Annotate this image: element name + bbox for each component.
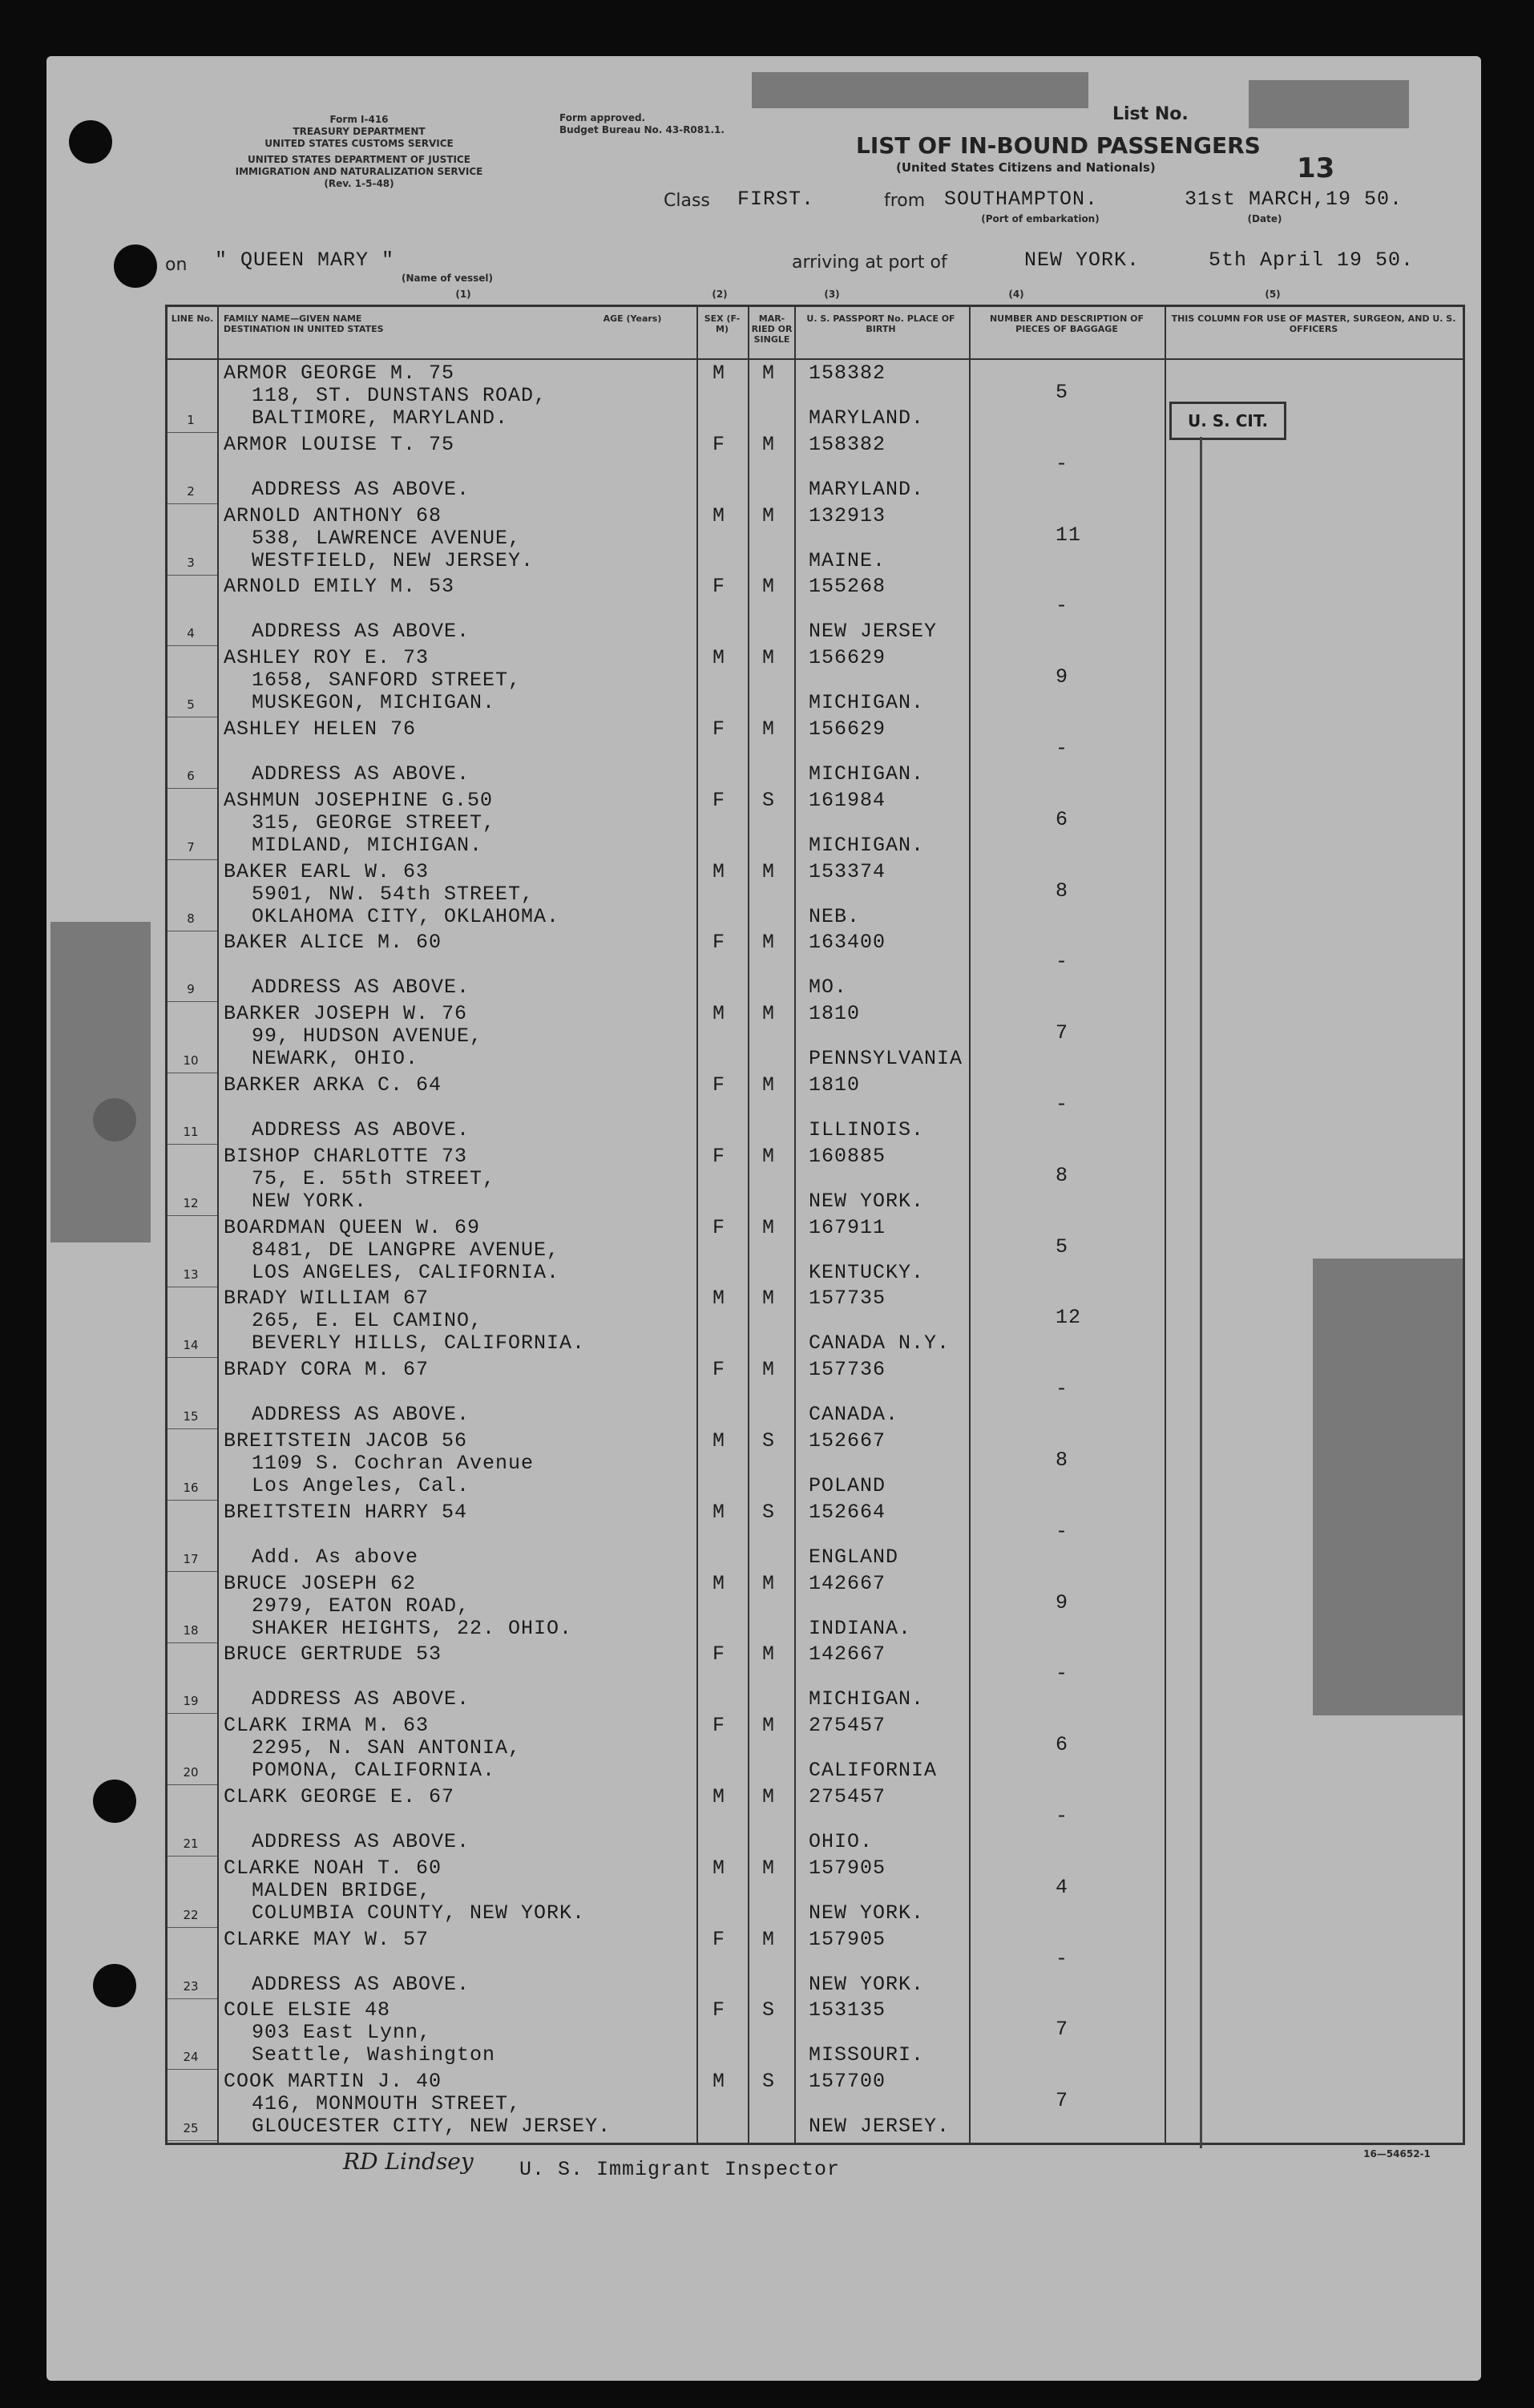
sex-value: F bbox=[713, 1358, 726, 1382]
list-no-label: List No. bbox=[1112, 104, 1189, 124]
passenger-name-age: BOARDMAN QUEEN W. 69 bbox=[224, 1215, 481, 1239]
punch-hole bbox=[93, 1780, 136, 1823]
baggage-count: 6 bbox=[1056, 1733, 1069, 1757]
customs-label: UNITED STATES CUSTOMS SERVICE bbox=[264, 138, 454, 149]
marital-status: M bbox=[762, 503, 776, 527]
tape-mark bbox=[50, 922, 151, 1242]
baggage-count: - bbox=[1056, 594, 1069, 618]
marital-status: M bbox=[762, 1571, 776, 1595]
marital-status: M bbox=[762, 1144, 776, 1168]
passport-number: 157700 bbox=[809, 2070, 886, 2094]
inspector-signature: RD Lindsey bbox=[343, 2148, 474, 2175]
line-number: 8 bbox=[187, 911, 195, 926]
marital-status: M bbox=[762, 432, 776, 456]
sex-value: M bbox=[713, 1785, 726, 1808]
passport-number: 157905 bbox=[809, 1856, 886, 1880]
passport-number: 275457 bbox=[809, 1714, 886, 1738]
passport-number: 161984 bbox=[809, 788, 886, 812]
line-number: 22 bbox=[183, 1907, 199, 1922]
sex-value: F bbox=[713, 575, 726, 599]
col-baggage-header: NUMBER AND DESCRIPTION OF PIECES OF BAGGAGE bbox=[989, 313, 1144, 334]
line-number: 23 bbox=[183, 1978, 199, 1994]
place-of-birth: OHIO. bbox=[809, 1830, 874, 1853]
sex-value: M bbox=[713, 1287, 726, 1311]
line-number: 1 bbox=[187, 413, 195, 427]
passport-number: 157736 bbox=[809, 1358, 886, 1382]
line-number: 17 bbox=[183, 1551, 199, 1566]
sex-value: M bbox=[713, 2070, 726, 2094]
marital-status: M bbox=[762, 1856, 776, 1880]
line-number: 11 bbox=[183, 1125, 199, 1139]
line-number: 21 bbox=[183, 1836, 199, 1851]
address-line-1: 8481, DE LANGPRE AVENUE, bbox=[252, 1238, 560, 1262]
baggage-count: - bbox=[1056, 1519, 1069, 1543]
passenger-name-age: BRUCE JOSEPH 62 bbox=[224, 1571, 417, 1595]
marital-status: M bbox=[762, 362, 776, 385]
col-married-header: MAR-RIED OR SINGLE bbox=[751, 313, 793, 345]
place-of-birth: NEB. bbox=[809, 904, 861, 928]
place-of-birth: ILLINOIS. bbox=[809, 1118, 925, 1141]
passenger-name-age: BRADY WILLIAM 67 bbox=[224, 1287, 430, 1311]
address-line-2: NEW YORK. bbox=[252, 1189, 368, 1213]
baggage-count: 8 bbox=[1056, 1448, 1069, 1472]
address-line-1: 2979, EATON ROAD, bbox=[252, 1594, 470, 1618]
passport-number: 158382 bbox=[809, 362, 886, 385]
place-of-birth: MICHIGAN. bbox=[809, 762, 925, 786]
table-row bbox=[168, 433, 1463, 504]
passenger-name-age: BISHOP CHARLOTTE 73 bbox=[224, 1144, 468, 1168]
table-row bbox=[168, 646, 1463, 717]
arriving-label: arriving at port of bbox=[792, 253, 947, 273]
sex-value: M bbox=[713, 503, 726, 527]
table-row bbox=[168, 717, 1463, 789]
address-line-2: Seattle, Washington bbox=[252, 2043, 496, 2067]
manifest-page bbox=[46, 56, 1481, 2381]
passenger-name-age: ASHLEY HELEN 76 bbox=[224, 717, 417, 741]
address-line-2: ADDRESS AS ABOVE. bbox=[252, 477, 470, 501]
marital-status: M bbox=[762, 717, 776, 741]
passenger-name-age: ASHMUN JOSEPHINE G.50 bbox=[224, 788, 494, 812]
col-number-4: (4) bbox=[1008, 289, 1024, 300]
sex-value: M bbox=[713, 646, 726, 670]
departure-date: 31st MARCH,19 50. bbox=[1185, 188, 1403, 211]
table-row bbox=[168, 1857, 1463, 1928]
marital-status: M bbox=[762, 1785, 776, 1808]
vessel-caption: (Name of vessel) bbox=[401, 273, 494, 284]
line-number: 6 bbox=[187, 769, 195, 783]
address-line-2: WESTFIELD, NEW JERSEY. bbox=[252, 548, 535, 572]
col-number-2: (2) bbox=[712, 289, 728, 300]
line-number: 20 bbox=[183, 1765, 199, 1780]
marital-status: S bbox=[762, 1998, 776, 2022]
passport-number: 157905 bbox=[809, 1927, 886, 1951]
tape-mark bbox=[752, 72, 1088, 108]
table-row bbox=[168, 504, 1463, 576]
address-line-2: MIDLAND, MICHIGAN. bbox=[252, 833, 483, 857]
place-of-birth: INDIANA. bbox=[809, 1616, 912, 1640]
col-passport-header: U. S. PASSPORT No. PLACE OF BIRTH bbox=[806, 313, 955, 334]
budget-bureau: Budget Bureau No. 43-R081.1. bbox=[559, 124, 725, 135]
address-line-1: 5901, NW. 54th STREET, bbox=[252, 882, 535, 906]
address-line-1: MALDEN BRIDGE, bbox=[252, 1878, 432, 1902]
place-of-birth: MICHIGAN. bbox=[809, 833, 925, 857]
address-line-1: 99, HUDSON AVENUE, bbox=[252, 1024, 483, 1048]
passport-number: 275457 bbox=[809, 1785, 886, 1808]
table-row bbox=[168, 575, 1463, 646]
marital-status: M bbox=[762, 931, 776, 955]
place-of-birth: NEW JERSEY. bbox=[809, 2115, 951, 2139]
col-sex-header: SEX (F-M) bbox=[704, 313, 741, 334]
sex-value: F bbox=[713, 1215, 726, 1239]
inspector-title: U. S. Immigrant Inspector bbox=[519, 2158, 841, 2181]
passport-number: 1810 bbox=[809, 1073, 861, 1097]
baggage-count: 8 bbox=[1056, 1163, 1069, 1187]
line-number: 4 bbox=[187, 626, 195, 641]
address-line-1: 416, MONMOUTH STREET, bbox=[252, 2092, 522, 2116]
passenger-name-age: BRADY CORA M. 67 bbox=[224, 1358, 430, 1382]
address-line-2: BALTIMORE, MARYLAND. bbox=[252, 406, 509, 430]
passenger-name-age: ARNOLD ANTHONY 68 bbox=[224, 503, 442, 527]
treasury-label: TREASURY DEPARTMENT bbox=[293, 126, 426, 137]
table-row bbox=[168, 1572, 1463, 1643]
table-row bbox=[168, 1073, 1463, 1145]
passenger-name-age: BREITSTEIN HARRY 54 bbox=[224, 1500, 468, 1524]
col-name-header: FAMILY NAME—GIVEN NAME DESTINATION IN UNITED STATES bbox=[224, 313, 384, 334]
address-line-1: 265, E. EL CAMINO, bbox=[252, 1309, 483, 1333]
marital-status: M bbox=[762, 1927, 776, 1951]
col-number-1: (1) bbox=[455, 289, 471, 300]
place-of-birth: NEW YORK. bbox=[809, 1901, 925, 1925]
passenger-name-age: COOK MARTIN J. 40 bbox=[224, 2070, 442, 2094]
address-line-2: Los Angeles, Cal. bbox=[252, 1474, 470, 1497]
sex-value: F bbox=[713, 1714, 726, 1738]
place-of-birth: PENNSYLVANIA bbox=[809, 1047, 963, 1071]
baggage-count: 5 bbox=[1056, 1234, 1069, 1259]
place-of-birth: MISSOURI. bbox=[809, 2043, 925, 2067]
punch-hole bbox=[69, 120, 112, 164]
col-officers-header: THIS COLUMN FOR USE OF MASTER, SURGEON, AND U. S. OFFICERS bbox=[1171, 313, 1456, 334]
line-number: 24 bbox=[183, 2050, 199, 2065]
passenger-name-age: CLARK IRMA M. 63 bbox=[224, 1714, 430, 1738]
passenger-name-age: ARNOLD EMILY M. 53 bbox=[224, 575, 455, 599]
table-row bbox=[168, 1429, 1463, 1501]
address-line-1: 118, ST. DUNSTANS ROAD, bbox=[252, 384, 547, 407]
passenger-name-age: CLARKE NOAH T. 60 bbox=[224, 1856, 442, 1880]
punch-hole bbox=[114, 244, 157, 288]
address-line-2: ADDRESS AS ABOVE. bbox=[252, 762, 470, 786]
table-row bbox=[168, 1501, 1463, 1572]
marital-status: M bbox=[762, 1215, 776, 1239]
place-of-birth: MO. bbox=[809, 976, 848, 1000]
passenger-name-age: BRUCE GERTRUDE 53 bbox=[224, 1642, 442, 1667]
line-number: 7 bbox=[187, 839, 195, 855]
address-line-2: SHAKER HEIGHTS, 22. OHIO. bbox=[252, 1616, 573, 1640]
class-value: FIRST. bbox=[737, 188, 815, 211]
passport-number: 153374 bbox=[809, 859, 886, 883]
baggage-count: 11 bbox=[1056, 523, 1082, 547]
passport-number: 1810 bbox=[809, 1002, 861, 1026]
line-number: 15 bbox=[183, 1409, 199, 1424]
address-line-2: ADDRESS AS ABOVE. bbox=[252, 1830, 470, 1853]
passenger-name-age: CLARK GEORGE E. 67 bbox=[224, 1785, 455, 1808]
table-row bbox=[168, 362, 1463, 433]
baggage-count: - bbox=[1056, 737, 1069, 760]
table-row bbox=[168, 1928, 1463, 1999]
address-line-2: ADDRESS AS ABOVE. bbox=[252, 976, 470, 1000]
line-number: 3 bbox=[187, 555, 195, 570]
passenger-table bbox=[165, 305, 1465, 2145]
line-number: 16 bbox=[183, 1481, 199, 1495]
marital-status: M bbox=[762, 1073, 776, 1097]
passenger-name-age: BAKER EARL W. 63 bbox=[224, 859, 430, 883]
baggage-count: - bbox=[1056, 1662, 1069, 1686]
baggage-count: 7 bbox=[1056, 2018, 1069, 2042]
table-row bbox=[168, 1998, 1463, 2070]
baggage-count: - bbox=[1056, 1377, 1069, 1401]
passport-number: 163400 bbox=[809, 931, 886, 955]
place-of-birth: NEW JERSEY bbox=[809, 620, 938, 644]
passport-number: 155268 bbox=[809, 575, 886, 599]
arrival-date: 5th April 19 50. bbox=[1209, 248, 1415, 272]
baggage-count: - bbox=[1056, 1093, 1069, 1116]
place-of-birth: POLAND bbox=[809, 1474, 886, 1497]
class-label: Class bbox=[664, 191, 710, 211]
baggage-count: - bbox=[1056, 950, 1069, 974]
address-line-2: ADDRESS AS ABOVE. bbox=[252, 1972, 470, 1996]
passenger-name-age: BREITSTEIN JACOB 56 bbox=[224, 1429, 468, 1452]
sex-value: F bbox=[713, 931, 726, 955]
address-line-1: 538, LAWRENCE AVENUE, bbox=[252, 526, 522, 550]
address-line-2: MUSKEGON, MICHIGAN. bbox=[252, 691, 496, 715]
passport-number: 156629 bbox=[809, 717, 886, 741]
justice-label: UNITED STATES DEPARTMENT OF JUSTICE bbox=[248, 154, 470, 165]
table-row bbox=[168, 1642, 1463, 1714]
table-row bbox=[168, 1358, 1463, 1429]
col-line-header: LINE No. bbox=[171, 313, 214, 324]
baggage-count: 9 bbox=[1056, 665, 1069, 689]
place-of-birth: KENTUCKY. bbox=[809, 1260, 925, 1284]
table-row bbox=[168, 1785, 1463, 1857]
address-line-1: 1658, SANFORD STREET, bbox=[252, 669, 522, 693]
sex-value: F bbox=[713, 717, 726, 741]
table-row bbox=[168, 2070, 1463, 2141]
passport-number: 153135 bbox=[809, 1998, 886, 2022]
baggage-count: 7 bbox=[1056, 1021, 1069, 1045]
sex-value: F bbox=[713, 1144, 726, 1168]
col-age-header: AGE (Years) bbox=[603, 313, 662, 324]
page-subtitle: (United States Citizens and Nationals) bbox=[896, 160, 1156, 175]
passenger-name-age: ARMOR GEORGE M. 75 bbox=[224, 362, 455, 385]
place-of-birth: MARYLAND. bbox=[809, 477, 925, 501]
passport-number: 160885 bbox=[809, 1144, 886, 1168]
address-line-2: BEVERLY HILLS, CALIFORNIA. bbox=[252, 1331, 586, 1356]
passport-number: 142667 bbox=[809, 1642, 886, 1667]
passenger-name-age: ASHLEY ROY E. 73 bbox=[224, 646, 430, 670]
marital-status: M bbox=[762, 1642, 776, 1667]
passenger-name-age: CLARKE MAY W. 57 bbox=[224, 1927, 430, 1951]
address-line-2: ADDRESS AS ABOVE. bbox=[252, 1403, 470, 1427]
table-row bbox=[168, 1714, 1463, 1785]
marital-status: S bbox=[762, 1500, 776, 1524]
sex-value: F bbox=[713, 1642, 726, 1667]
place-of-birth: ENGLAND bbox=[809, 1545, 899, 1569]
baggage-count: - bbox=[1056, 1804, 1069, 1828]
sex-value: M bbox=[713, 1429, 726, 1452]
embarkation-port: SOUTHAMPTON. bbox=[944, 188, 1099, 211]
address-line-1: 2295, N. SAN ANTONIA, bbox=[252, 1736, 522, 1760]
marital-status: M bbox=[762, 1714, 776, 1738]
marital-status: S bbox=[762, 2070, 776, 2094]
on-label: on bbox=[165, 255, 188, 275]
sex-value: F bbox=[713, 1927, 726, 1951]
baggage-count: 7 bbox=[1056, 2089, 1069, 2113]
address-line-2: LOS ANGELES, CALIFORNIA. bbox=[252, 1260, 560, 1284]
place-of-birth: NEW YORK. bbox=[809, 1972, 925, 1996]
line-number: 13 bbox=[183, 1267, 199, 1282]
table-row bbox=[168, 1145, 1463, 1216]
place-of-birth: CANADA. bbox=[809, 1403, 899, 1427]
passenger-name-age: COLE ELSIE 48 bbox=[224, 1998, 391, 2022]
baggage-count: 6 bbox=[1056, 807, 1069, 831]
passport-number: 142667 bbox=[809, 1571, 886, 1595]
passenger-name-age: BAKER ALICE M. 60 bbox=[224, 931, 442, 955]
passport-number: 156629 bbox=[809, 646, 886, 670]
tape-mark bbox=[1249, 80, 1409, 128]
address-line-2: Add. As above bbox=[252, 1545, 419, 1569]
table-row bbox=[168, 1002, 1463, 1073]
sex-value: F bbox=[713, 1073, 726, 1097]
from-label: from bbox=[884, 191, 926, 211]
line-number: 9 bbox=[187, 982, 195, 997]
line-number: 5 bbox=[187, 697, 195, 713]
print-code: 16—54652-1 bbox=[1363, 2148, 1431, 2160]
line-number: 25 bbox=[183, 2121, 199, 2136]
sex-value: F bbox=[713, 788, 726, 812]
baggage-count: 12 bbox=[1056, 1306, 1082, 1330]
address-line-2: OKLAHOMA CITY, OKLAHOMA. bbox=[252, 904, 560, 928]
marital-status: M bbox=[762, 859, 776, 883]
address-line-2: COLUMBIA COUNTY, NEW YORK. bbox=[252, 1901, 586, 1925]
place-of-birth: MARYLAND. bbox=[809, 406, 925, 430]
baggage-count: 8 bbox=[1056, 879, 1069, 903]
list-no-value: 13 bbox=[1297, 152, 1335, 184]
passenger-name-age: BARKER ARKA C. 64 bbox=[224, 1073, 442, 1097]
embarkation-caption: (Port of embarkation) bbox=[981, 213, 1100, 224]
address-line-2: NEWARK, OHIO. bbox=[252, 1047, 419, 1071]
baggage-count: 9 bbox=[1056, 1590, 1069, 1614]
marital-status: M bbox=[762, 646, 776, 670]
sex-value: F bbox=[713, 1998, 726, 2022]
sex-value: M bbox=[713, 1571, 726, 1595]
address-line-2: ADDRESS AS ABOVE. bbox=[252, 1118, 470, 1141]
passport-number: 157735 bbox=[809, 1287, 886, 1311]
col-number-5: (5) bbox=[1265, 289, 1281, 300]
page-title: LIST OF IN-BOUND PASSENGERS bbox=[856, 132, 1261, 159]
marital-status: S bbox=[762, 788, 776, 812]
date-caption: (Date) bbox=[1247, 213, 1282, 224]
passport-number: 167911 bbox=[809, 1215, 886, 1239]
marital-status: M bbox=[762, 1002, 776, 1026]
passport-number: 152667 bbox=[809, 1429, 886, 1452]
line-number: 12 bbox=[183, 1195, 199, 1210]
sex-value: M bbox=[713, 1002, 726, 1026]
address-line-2: ADDRESS AS ABOVE. bbox=[252, 1687, 470, 1711]
line-number: 10 bbox=[183, 1053, 199, 1069]
table-row bbox=[168, 1216, 1463, 1287]
address-line-1: 75, E. 55th STREET, bbox=[252, 1166, 496, 1190]
passport-number: 152664 bbox=[809, 1500, 886, 1524]
line-number: 19 bbox=[183, 1694, 199, 1709]
marital-status: M bbox=[762, 1287, 776, 1311]
baggage-count: - bbox=[1056, 1946, 1069, 1970]
form-approved: Form approved. bbox=[559, 112, 646, 123]
marital-status: M bbox=[762, 1358, 776, 1382]
table-row bbox=[168, 931, 1463, 1002]
form-number: Form I-416 bbox=[329, 114, 389, 125]
us-citizen-stamp: U. S. CIT. bbox=[1169, 402, 1286, 440]
sex-value: M bbox=[713, 1500, 726, 1524]
baggage-count: - bbox=[1056, 451, 1069, 475]
punch-hole bbox=[93, 1964, 136, 2007]
line-number: 2 bbox=[187, 483, 195, 499]
place-of-birth: MICHIGAN. bbox=[809, 691, 925, 715]
table-row bbox=[168, 1287, 1463, 1358]
ins-label: IMMIGRATION AND NATURALIZATION SERVICE bbox=[235, 166, 483, 177]
marital-status: S bbox=[762, 1429, 776, 1452]
sex-value: M bbox=[713, 362, 726, 385]
place-of-birth: NEW YORK. bbox=[809, 1189, 925, 1213]
arrival-port: NEW YORK. bbox=[1024, 248, 1140, 272]
address-line-2: POMONA, CALIFORNIA. bbox=[252, 1759, 496, 1783]
baggage-count: 4 bbox=[1056, 1875, 1069, 1899]
line-number: 18 bbox=[183, 1622, 199, 1638]
address-line-1: 903 East Lynn, bbox=[252, 2021, 432, 2045]
col-number-3: (3) bbox=[824, 289, 840, 300]
passenger-name-age: ARMOR LOUISE T. 75 bbox=[224, 432, 455, 456]
address-line-1: 315, GEORGE STREET, bbox=[252, 810, 496, 834]
line-number: 14 bbox=[183, 1338, 199, 1353]
passenger-name-age: BARKER JOSEPH W. 76 bbox=[224, 1002, 468, 1026]
sex-value: F bbox=[713, 432, 726, 456]
place-of-birth: MICHIGAN. bbox=[809, 1687, 925, 1711]
table-row bbox=[168, 789, 1463, 860]
table-row bbox=[168, 860, 1463, 931]
place-of-birth: MAINE. bbox=[809, 548, 886, 572]
revision-label: (Rev. 1-5-48) bbox=[324, 178, 394, 189]
vessel-name: " QUEEN MARY " bbox=[215, 248, 395, 272]
passport-number: 158382 bbox=[809, 432, 886, 456]
place-of-birth: CANADA N.Y. bbox=[809, 1331, 951, 1356]
address-line-2: GLOUCESTER CITY, NEW JERSEY. bbox=[252, 2115, 612, 2139]
address-line-1: 1109 S. Cochran Avenue bbox=[252, 1452, 535, 1475]
passport-number: 132913 bbox=[809, 503, 886, 527]
address-line-2: ADDRESS AS ABOVE. bbox=[252, 620, 470, 644]
sex-value: M bbox=[713, 859, 726, 883]
sex-value: M bbox=[713, 1856, 726, 1880]
marital-status: M bbox=[762, 575, 776, 599]
baggage-count: 5 bbox=[1056, 381, 1069, 404]
place-of-birth: CALIFORNIA bbox=[809, 1759, 938, 1783]
